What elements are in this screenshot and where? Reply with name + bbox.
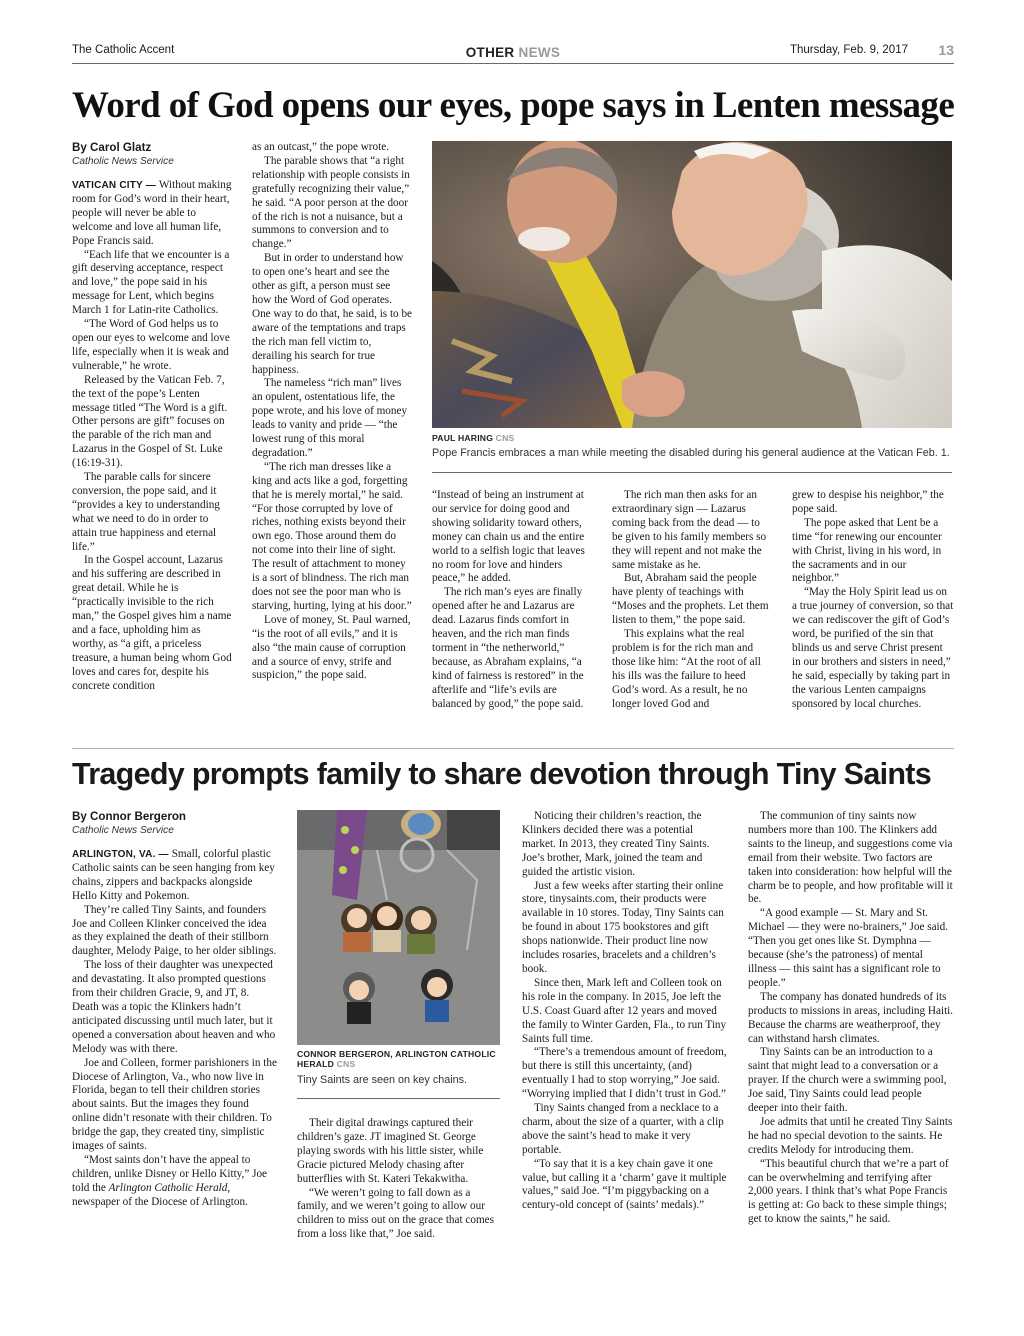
story1-column-3	[432, 489, 592, 712]
section-word-1: OTHER	[465, 45, 515, 60]
story2-affiliation: Catholic News Service	[72, 825, 174, 836]
story2-byline: By Connor Bergeron	[72, 810, 187, 823]
story2-paragraph: Since then, Mark left and Colleen took on his role in the company. In 2015, Joe left the U.S. Coast Guard after 12 years and moved the family to Winter Garden, Fla., to run Tiny Saints full time.	[522, 976, 727, 1045]
story2-dateline: ARLINGTON, VA. —	[72, 849, 172, 860]
story2-paragraph: Their digital drawings captured their children’s gaze. JT imagined St. George playing swords with his little sister, while Gracie pictured Melody chasing after butterflies with St. Kateri Tekakwitha.	[297, 1117, 484, 1185]
story2-publication-name: Arlington Catholic Herald	[108, 1181, 228, 1194]
story1-affiliation: Catholic News Service	[72, 156, 174, 167]
story2-photo-credit	[297, 1049, 500, 1069]
story1-paragraph: The parable shows that “a right relationship with people consists in gratefully recognizing their value,” he said. “A poor person at the door of the rich is not a nuisance, but a summons to conversion and to change.”	[252, 154, 410, 251]
story2-column-4	[748, 810, 954, 1227]
story1-paragraph: “Each life that we encounter is a gift deserving acceptance, respect and love,” the pope said in his message for Lent, which begins March 1 for Latin-rite Catholics.	[72, 248, 230, 317]
story2-lead-text: Small, colorful plastic Catholic saints can be seen hanging from key chains, zippers and backpacks alongside Hello Kitty and Pokemon.	[72, 848, 275, 902]
story1-lead-text: Without making room for God’s word in their heart, people will never be able to welcome and love all human life, Pope Francis said.	[72, 179, 232, 247]
story2-quote-text: “Most saints don’t have the appeal to children, unlike Disney or Hello Kitty,” Joe told the	[72, 1153, 268, 1194]
story1-paragraph: Love of money, St. Paul warned, “is the root of all evils,” and it is also “the main cause of corruption and a source of envy, strife and suspicion,” the pope said.	[252, 613, 411, 682]
story2-paragraph: Just a few weeks after starting their online store, tinysaints.com, their products were available in 10 stores. Today, Tiny Saints can be found in about 175 bookstores and gift shops nationwide. Their product line now includes rosaries, bracelets and a children’s book.	[522, 879, 724, 975]
story2-paragraph	[72, 848, 277, 904]
story1-paragraph: “The Word of God helps us to open our eyes to welcome and love life, especially when it is weak and vulnerable,” he wrote.	[72, 318, 230, 372]
story2-column-3	[522, 810, 727, 1213]
story1-paragraph: “May the Holy Spirit lead us on a true journey of conversion, so that we can rediscover the gift of God’s word, be purified of the sin that blinds us and serve Christ present in our brothers and sisters in need,” he said, especially by taking part in the various Lenten campaigns sponsored by local churches.	[792, 586, 954, 710]
story1-paragraph	[72, 179, 232, 249]
story2-paragraph: Noticing their children’s reaction, the Klinkers decided there was a potential market. In 2013, they created Tiny Saints. Joe’s brother, Mark, joined the team and guided the artistic vision.	[522, 810, 710, 878]
story2-column-1	[72, 810, 277, 1210]
story1-column-4	[612, 489, 772, 712]
story1-photo-credit	[432, 433, 514, 443]
page-folio	[72, 44, 954, 60]
story1-photo-caption: Pope Francis embraces a man while meeting the disabled during his general audience at the Vatican Feb. 1.	[432, 447, 950, 459]
story2-paragraph: “A good example — St. Mary and St. Michael — they were no-brainers,” Joe said. “Then you get ones like St. Dymphna — because (she’s the patroness) of mental illness — this saint has a significant role to people.”	[748, 907, 949, 989]
folio-rule	[72, 63, 954, 64]
story2-column-2	[297, 1117, 502, 1242]
story2-photo-credit-name: CONNOR BERGERON, ARLINGTON CATHOLIC HERALD	[297, 1049, 496, 1069]
newspaper-name: The Catholic Accent	[72, 44, 175, 56]
story1-paragraph: This explains what the real problem is for the rich man and those like him: “At the root of all his ills was the failure to heed God’s word. As a result, he no longer loved God and	[612, 628, 761, 710]
story2-paragraph: The loss of their daughter was unexpected and devastating. It also prompted questions from their children Gracie, 9, and JT, 8. Death was a topic the Klinkers hadn’t anticipated discussing until much later, but it opened a conversation about heaven and who Melody was with there.	[72, 959, 276, 1055]
story1-photo-credit-agency: CNS	[493, 433, 515, 443]
story2-paragraph: Tiny Saints can be an introduction to a saint that might lead to a conversation or a prayer. If the church were a swimming pool, Joe said, Tiny Saints could lead people deeper into their faith.	[748, 1046, 947, 1115]
issue-date: Thursday, Feb. 9, 2017	[789, 44, 908, 56]
story2-quote-tail: , newspaper of the Diocese of Arlington.	[72, 1181, 248, 1208]
story2-paragraph: The company has donated hundreds of its products to missions in areas, including Haiti. Because the charms are weatherproof, they can withstand harsh climates.	[748, 990, 954, 1045]
tiny-saints-keychains-photo	[297, 810, 500, 1045]
story1-paragraph: The rich man then asks for an extraordinary sign — Lazarus coming back from the dead — to be given to his family members so they will repent and not make the same mistake as he.	[612, 489, 767, 571]
story1-paragraph: as an outcast,” the pope wrote.	[252, 141, 389, 153]
story2-paragraph: “There’s a tremendous amount of freedom, but there is still this uncertainty, (and) eventually I had to stop worrying,” Joe said. “Worrying implied that I didn’t trust in God.”	[522, 1046, 727, 1101]
story2-paragraph: Joe and Colleen, former parishioners in the Diocese of Arlington, Va., who now live in Florida, began to tell their children stories about saints. But the images they found online didn’t resonate with their children. To bridge the gap, they created tiny, simplistic images of saints.	[72, 1056, 277, 1153]
story1-paragraph: grew to despise his neighbor,” the pope said.	[792, 489, 944, 515]
story2-photo-credit-agency: CNS	[334, 1059, 356, 1069]
story1-paragraph: In the Gospel account, Lazarus and his suffering are described in great detail. While he is “practically invisible to the rich man,” the Gospel gives him a name and a face, upholding him as worthy, as “a gift, a priceless treasure, a human being whom God loves and cares for, despite his concrete condition	[72, 554, 232, 692]
story1-paragraph: “Instead of being an instrument at our service for doing good and showing solidarity toward others, money can chain us and the entire world to a selfish logic that leaves no room for love and hinders peace,” he added.	[432, 489, 585, 585]
story1-column-5	[792, 489, 954, 712]
story1-headline: Word of God opens our eyes, pope says in Lenten message	[72, 85, 955, 126]
story1-paragraph: But in order to understand how to open one’s heart and see the other as gift, a person must see how the Word of God operates. One way to do that, he said, is to be aware of the temptations and traps the rich man fell victim to, derailing his search for true happiness.	[252, 252, 413, 376]
story2-headline: Tragedy prompts family to share devotion through Tiny Saints	[72, 757, 932, 791]
story2-photo-caption: Tiny Saints are seen on key chains.	[297, 1074, 468, 1086]
story1-column-2	[252, 141, 412, 683]
story1-paragraph: But, Abraham said the people have plenty of teachings with “Moses and the prophets. Let them listen to them,” the pope said.	[612, 572, 769, 627]
story1-paragraph: Released by the Vatican Feb. 7, the text of the pope’s Lenten message titled “The Word is a gift. Other persons are gift” focuses on the parable of the rich man and Lazarus in the Gospel of St. Luke (16:19-31).	[72, 373, 228, 470]
story1-paragraph: The nameless “rich man” lives an opulent, ostentatious life, the pope wrote, and his love of money leads to vanity and pride — “the lowest rung of this moral degradation.”	[252, 377, 408, 459]
pope-embrace-photo	[432, 141, 952, 428]
story1-dateline: VATICAN CITY —	[72, 180, 159, 191]
story1-paragraph: “The rich man dresses like a king and acts like a god, forgetting that he is merely mortal,” he said. “For those corrupted by love of riches, nothing exists beyond their own ego. Those around them do not come into their line of sight. The result of attachment to money is a sort of blindness. The rich man does not see the poor man who is starving, hurting, lying at his door.”	[252, 460, 412, 612]
story2-caption-rule	[297, 1098, 500, 1099]
story2-paragraph: Joe admits that until he created Tiny Saints he had no special devotion to the saints. He credits Melody for introducing them.	[748, 1115, 953, 1156]
story2-paragraph: Tiny Saints changed from a necklace to a charm, about the size of a quarter, with a clip above the saint’s head to make it very portable.	[522, 1102, 724, 1156]
story-divider	[72, 748, 954, 749]
story2-paragraph: “This beautiful church that we’re a part of can be overwhelming and terrifying after 2,000 years. I think that’s what Pope Francis is getting at: Go back to these simple things; get to know the saints,” he said.	[748, 1157, 949, 1226]
story1-byline: By Carol Glatz	[72, 141, 152, 154]
story1-paragraph: The rich man’s eyes are finally opened after he and Lazarus are dead. Lazarus finds comfort in heaven, and the rich man finds torment in “the netherworld,” because, as Abraham explains, “a kind of fairness is restored” in the afterlife and “life’s evils are balanced by good,” the pope said.	[432, 586, 584, 710]
story2-paragraph: “We weren’t going to fall down as a family, and we weren’t going to allow our children to miss out on the grace that comes from a loss like that,” Joe said.	[297, 1186, 494, 1241]
page-number: 13	[938, 42, 954, 58]
story2-paragraph: The communion of tiny saints now numbers more than 100. The Klinkers add saints to the lineup, and suggestions come via email from their website. Two factors are taken into consideration: how helpful will the charm be to people, and how profitable will it be.	[748, 810, 953, 906]
story2-paragraph: “To say that it is a key chain gave it one value, but calling it a ‘charm’ gave it multiple values,” said Joe. “I’m piggybacking on a century-old concept of (saints’ medals).”	[522, 1157, 727, 1212]
story1-caption-rule	[432, 472, 952, 473]
section-word-2: NEWS	[514, 45, 561, 60]
story1-paragraph: The parable calls for sincere conversion, the pope said, and it “provides a key to understanding what we need to do in order to attain true happiness and eternal life.”	[72, 471, 220, 553]
story2-photo	[297, 810, 500, 1045]
story2-paragraph	[72, 1154, 277, 1210]
story1-paragraph: The pope asked that Lent be a time “for renewing our encounter with Christ, living in his word, in the sacraments and in our neighbor.”	[792, 516, 942, 585]
story1-photo	[432, 141, 952, 428]
story1-column-1	[72, 141, 232, 694]
story2-paragraph: They’re called Tiny Saints, and founders Joe and Colleen Klinker conceived the idea as they explained the death of their stillborn daughter, Melody Paige, to her older siblings.	[72, 903, 277, 958]
story1-photo-credit-name: PAUL HARING	[432, 433, 494, 443]
